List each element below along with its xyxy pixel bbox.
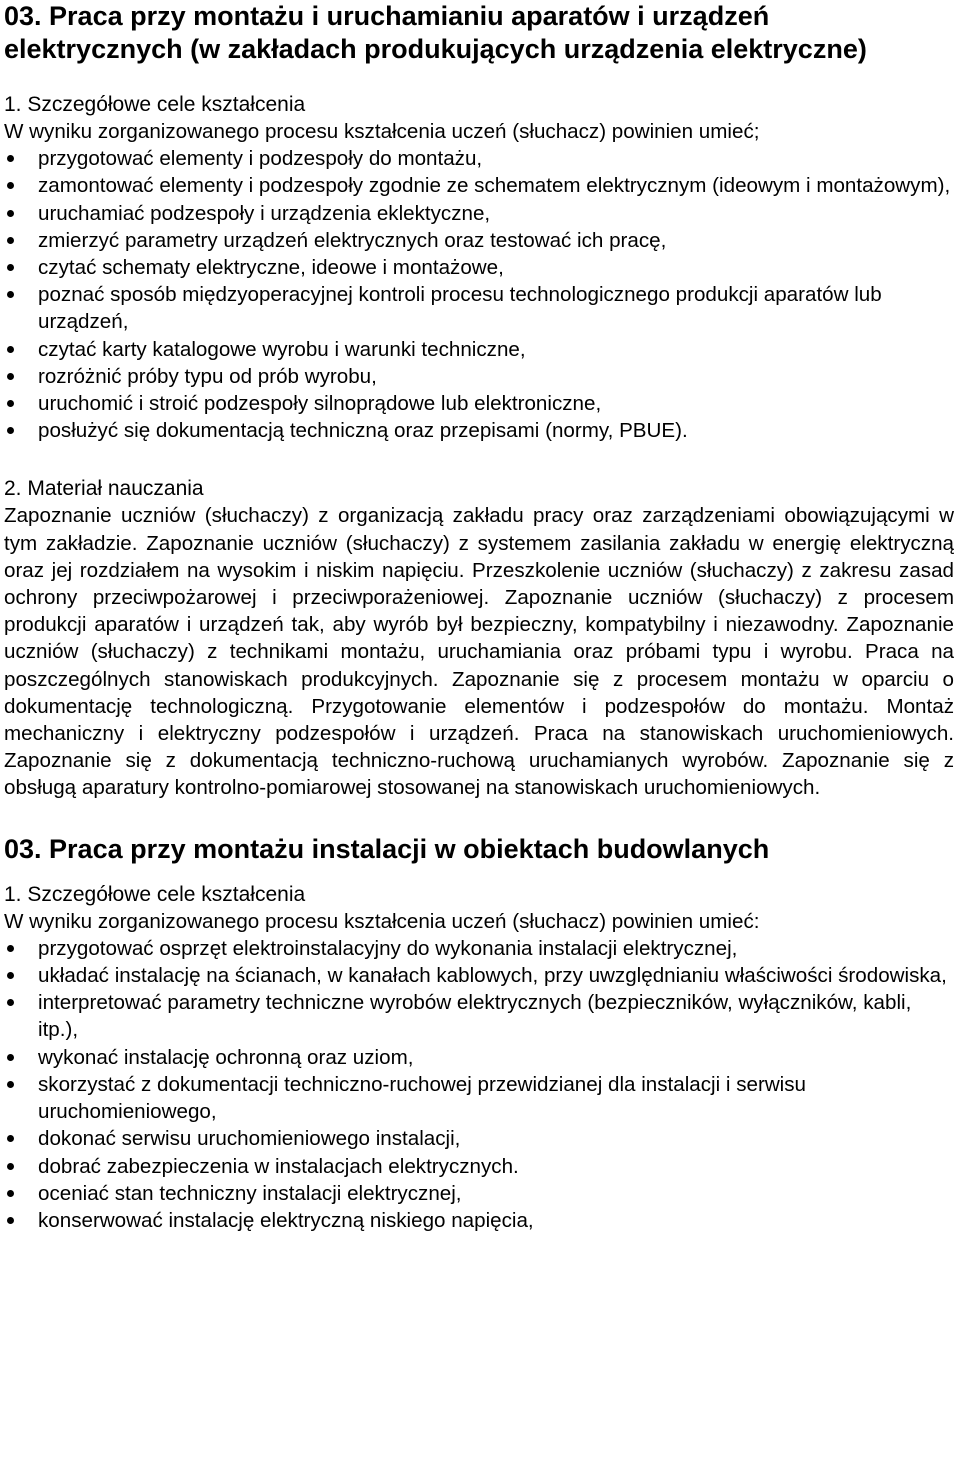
- goals-heading: 1. Szczegółowe cele kształcenia: [4, 882, 306, 906]
- spacer: [4, 866, 954, 881]
- list-item: [4, 962, 954, 989]
- bullet-icon: [7, 210, 14, 217]
- list-item-text: dobrać zabezpieczenia w instalacjach elektrycznych.: [38, 1154, 519, 1178]
- bullet-icon: [7, 400, 14, 407]
- bullet-icon: [7, 1190, 14, 1197]
- bullet-icon: [7, 1163, 14, 1170]
- list-item-text: posłużyć się dokumentacją techniczną oraz przepisami (normy, PBUE).: [38, 419, 688, 443]
- bullet-icon: [7, 1135, 14, 1142]
- list-item-text: konserwować instalację elektryczną niskiego napięcia,: [38, 1208, 534, 1232]
- list-item-text: wykonać instalację ochronną oraz uziom,: [38, 1045, 414, 1069]
- list-item: [4, 935, 954, 962]
- list-item-text: układać instalację na ścianach, w kanałach kablowych, przy uwzględnianiu właściwości środowiska,: [38, 964, 947, 988]
- list-item-text: rozróżnić próby typu od prób wyrobu,: [38, 364, 377, 388]
- bullet-icon: [7, 972, 14, 979]
- list-item: [4, 390, 954, 417]
- list-item: [4, 363, 954, 390]
- goals-intro: W wyniku zorganizowanego procesu kształcenia uczeń (słuchacz) powinien umieć;: [4, 120, 760, 143]
- spacer: [4, 66, 954, 91]
- list-item: [4, 1071, 954, 1125]
- goals-intro: W wyniku zorganizowanego procesu kształcenia uczeń (słuchacz) powinien umieć:: [4, 909, 760, 933]
- list-item-text: skorzystać z dokumentacji techniczno-ruchowej przewidzianej dla instalacji i serwisu uruchomieniowego,: [38, 1072, 807, 1124]
- bullet-icon: [7, 182, 14, 189]
- bullet-icon: [7, 427, 14, 434]
- list-item-text: przygotować elementy i podzespoły do montażu,: [38, 147, 483, 171]
- list-item-text: interpretować parametry techniczne wyrobów elektrycznych (bezpieczników, wyłączników, kabli, itp.),: [38, 991, 912, 1042]
- spacer: [4, 444, 954, 475]
- list-item: [4, 989, 954, 1043]
- bullet-icon: [7, 1081, 14, 1088]
- material-text: Zapoznanie uczniów (słuchaczy) z organizacją zakładu pracy oraz zarządzeniami obowiązującymi w tym zakładzie. Zapoznanie uczniów (słuchaczy) z systemem zasilania zakładu w energię elektryczną oraz jej rozdziałem na wysokim i niskim napięciu. Przeszkolenie uczniów (słuchaczy) z zakresu zasad ochrony przeciwpożarowej i przeciwporażeniowej. Zapoznanie uczniów (słuchaczy) z procesem produkcji aparatów i urządzeń tak, aby wyrób był bezpieczny, kompatybilny i niezawodny. Zapoznanie uczniów (słuchaczy) z technikami montażu, uruchamiania oraz próbami typu i wyrobu. Praca na poszczególnych stanowiskach produkcyjnych. Zapoznanie się z procesem montażu w oparciu o dokumentację technologiczną. Przygotowanie elementów i podzespołów do montażu. Montaż mechaniczny i elektryczny podzespołów i urządzeń. Praca na stanowiskach uruchomieniowych. Zapoznanie się z dokumentacją techniczno-ruchową uruchamianych wyrobów. Zapoznanie się z obsługą aparatury kontrolno-pomiarowej stosowanej na stanowiskach uruchomieniowych.: [4, 504, 954, 800]
- list-item-text: zmierzyć parametry urządzeń elektrycznych oraz testować ich pracę,: [38, 228, 667, 252]
- list-item: [4, 417, 954, 444]
- list-item-text: przygotować osprzęt elektroinstalacyjny do wykonania instalacji elektrycznej,: [38, 936, 738, 960]
- list-item-text: poznać sposób międzyoperacyjnej kontroli procesu technologicznego produkcji aparatów lub urządzeń,: [38, 283, 882, 334]
- list-item-text: uruchamiać podzespoły i urządzenia eklektyczne,: [38, 201, 491, 225]
- list-item: [4, 172, 954, 199]
- list-item: [4, 1044, 954, 1071]
- bullet-icon: [7, 291, 14, 298]
- bullet-icon: [7, 264, 14, 271]
- section-title: 03. Praca przy montażu instalacji w obiektach budowlanych: [4, 833, 770, 864]
- list-item: [4, 200, 954, 227]
- goals-list: [4, 935, 954, 1234]
- goals-heading: 1. Szczegółowe cele kształcenia: [4, 93, 306, 116]
- bullet-icon: [7, 999, 14, 1006]
- list-item: [4, 254, 954, 281]
- list-item: [4, 145, 954, 172]
- list-item: [4, 336, 954, 363]
- bullet-icon: [7, 1054, 14, 1061]
- bullet-icon: [7, 373, 14, 380]
- list-item: [4, 1207, 954, 1234]
- list-item-text: dokonać serwisu uruchomieniowego instalacji,: [38, 1127, 461, 1151]
- list-item: [4, 281, 954, 335]
- spacer: [4, 802, 954, 833]
- list-item-text: czytać schematy elektryczne, ideowe i montażowe,: [38, 256, 504, 280]
- list-item-text: zamontować elementy i podzespoły zgodnie ze schematem elektrycznym (ideowym i montażowym),: [38, 174, 951, 198]
- list-item: [4, 227, 954, 254]
- bullet-icon: [7, 1217, 14, 1224]
- bullet-icon: [7, 945, 14, 952]
- list-item-text: uruchomić i stroić podzespoły silnoprądowe lub elektroniczne,: [38, 392, 602, 416]
- section-title: 03. Praca przy montażu i uruchamianiu aparatów i urządzeń elektrycznych (w zakładach produkujących urządzenia elektryczne): [4, 1, 867, 64]
- list-item: [4, 1153, 954, 1180]
- goals-list: [4, 145, 954, 444]
- list-item-text: oceniać stan techniczny instalacji elektrycznej,: [38, 1181, 462, 1205]
- bullet-icon: [7, 155, 14, 162]
- bullet-icon: [7, 237, 14, 244]
- bullet-icon: [7, 346, 14, 353]
- list-item: [4, 1125, 954, 1152]
- list-item: [4, 1180, 954, 1207]
- list-item-text: czytać karty katalogowe wyrobu i warunki techniczne,: [38, 337, 526, 361]
- material-heading: 2. Materiał nauczania: [4, 477, 204, 501]
